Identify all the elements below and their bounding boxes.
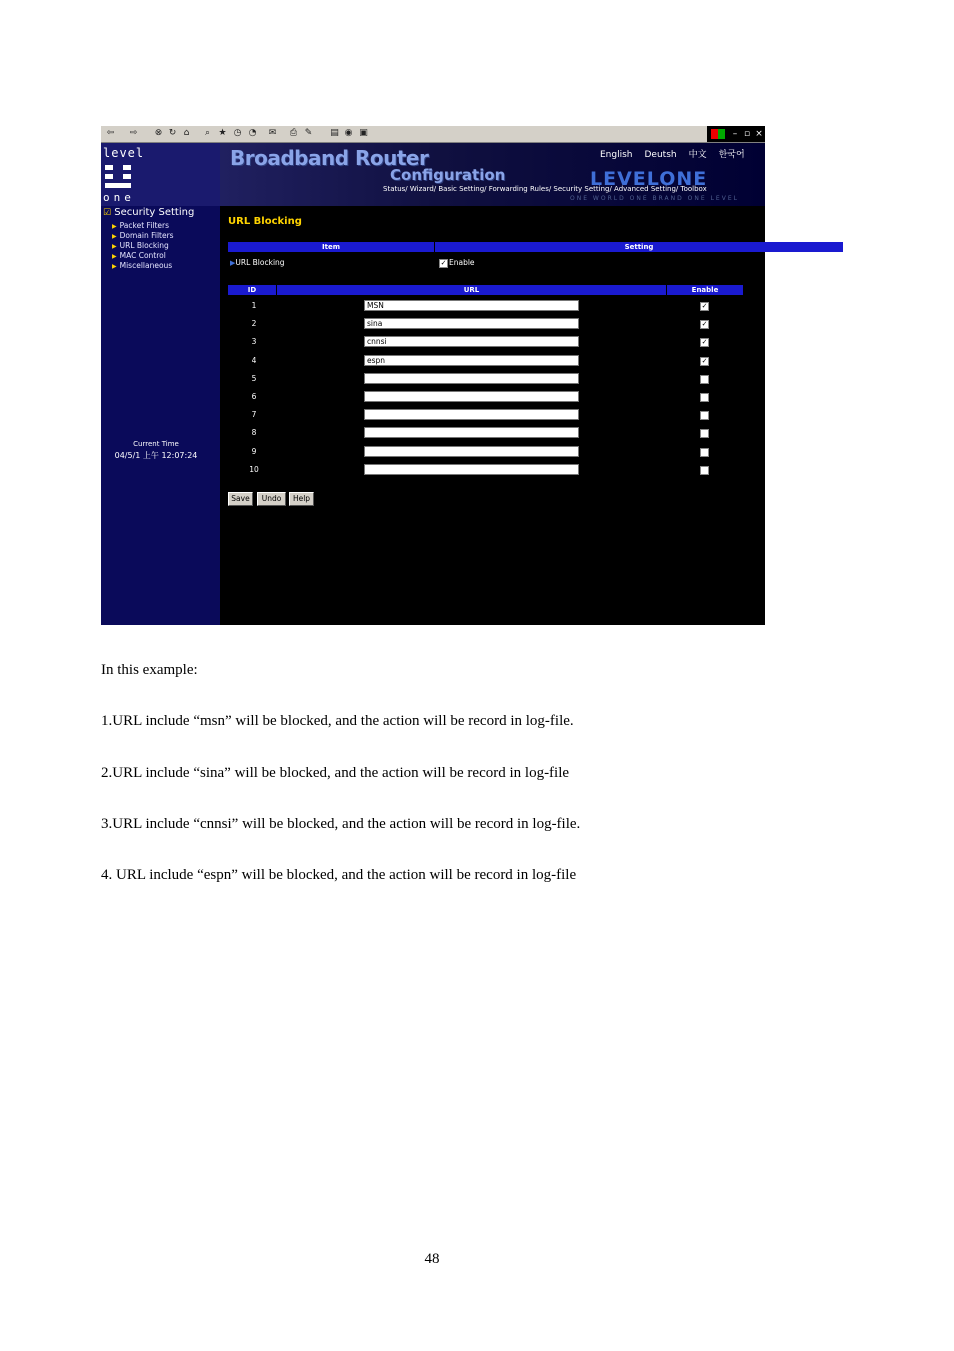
arrow-icon: ▶ — [230, 259, 236, 267]
url-enable-checkbox[interactable]: ✓ — [701, 302, 708, 310]
point-2: 2.URL include “sina” will be blocked, and the action will be record in log-file — [101, 765, 570, 781]
sidebar-section-label: Security Setting — [114, 207, 195, 218]
arrow-icon: ▶ — [112, 263, 117, 270]
logo-bottom-text: one — [103, 191, 135, 204]
current-time-value: 04/5/1 上午 12:07:24 — [114, 451, 198, 460]
point-3: 3.URL include “cnnsi” will be blocked, and the action will be record in log-file. — [101, 816, 581, 832]
levelone-logo — [101, 143, 220, 206]
mail-icon[interactable]: ✉ — [268, 128, 277, 138]
page-number: 48 — [424, 1251, 440, 1267]
sidebar-item-label: Domain Filters — [119, 231, 174, 240]
sidebar-item-label: Miscellaneous — [119, 261, 173, 270]
print-icon[interactable]: ⎙ — [289, 128, 298, 138]
sidebar-item-label: Packet Filters — [119, 221, 170, 230]
intro-text: In this example: — [101, 662, 198, 678]
arrow-icon: ▶ — [112, 243, 117, 250]
history2-icon[interactable]: ◔ — [248, 128, 257, 138]
url-enable-checkbox[interactable] — [700, 448, 709, 457]
refresh-icon[interactable]: ↻ — [168, 128, 177, 138]
url-input[interactable] — [364, 446, 579, 457]
logout-link[interactable] — [818, 183, 864, 194]
banner-title: Broadband Router — [230, 146, 429, 170]
brand-logo: LEVELONE — [590, 168, 708, 190]
col-setting-header: Setting — [435, 242, 843, 252]
windows-flag-icon — [711, 129, 725, 139]
media-icon[interactable]: ▣ — [359, 128, 368, 138]
url-enable-checkbox[interactable]: ✓ — [701, 338, 708, 347]
undo-button[interactable]: Undo — [257, 492, 286, 506]
enable-label: Enable — [449, 258, 475, 267]
url-input[interactable] — [364, 464, 579, 475]
check-icon: ☑ — [103, 208, 112, 218]
save-button[interactable]: Save — [228, 492, 253, 506]
url-row-id: 1 — [251, 301, 257, 310]
main-content — [220, 206, 765, 625]
url-input[interactable] — [364, 391, 579, 402]
minimize-icon[interactable]: – — [732, 129, 738, 139]
url-enable-checkbox[interactable] — [700, 393, 709, 402]
help-button[interactable]: Help — [289, 492, 314, 506]
url-input[interactable]: sina — [364, 318, 579, 329]
sidebar-item-label: MAC Control — [119, 251, 166, 260]
col-enable-header: Enable — [667, 285, 743, 295]
url-enable-checkbox[interactable]: ✓ — [701, 356, 708, 365]
router-screenshot — [101, 126, 865, 625]
favorites-icon[interactable]: ★ — [218, 128, 227, 138]
sidebar — [101, 206, 220, 625]
url-row-id: 8 — [251, 428, 257, 438]
arrow-icon: ▶ — [112, 233, 117, 240]
url-row-id: 9 — [251, 446, 257, 456]
col-url-header: URL — [277, 285, 666, 295]
browser-toolbar — [101, 126, 765, 143]
close-icon[interactable]: × — [755, 129, 763, 139]
sidebar-item-packet-filters[interactable] — [112, 221, 169, 230]
home-icon[interactable]: ⌂ — [183, 128, 190, 138]
url-input[interactable]: espn — [364, 355, 579, 366]
lang-deutsch[interactable]: Deutsh — [644, 150, 677, 160]
lang-chinese[interactable]: 中文 — [688, 150, 707, 160]
history-icon[interactable]: ◷ — [233, 128, 242, 138]
url-input[interactable] — [364, 373, 579, 384]
url-input[interactable]: MSN — [364, 300, 579, 311]
url-row-id: 6 — [251, 392, 257, 401]
url-row-id: 10 — [249, 464, 259, 474]
arrow-icon: ▶ — [112, 223, 117, 230]
messenger-icon[interactable]: ◉ — [344, 128, 353, 138]
lang-korean[interactable]: 한국어 — [718, 150, 745, 160]
url-blocking-enable-checkbox[interactable]: ✓ — [440, 259, 447, 267]
sidebar-item-domain-filters[interactable] — [112, 231, 174, 240]
sidebar-item-mac-control[interactable] — [112, 251, 166, 260]
url-enable-checkbox[interactable] — [700, 429, 709, 438]
row-label-text: URL Blocking — [235, 258, 285, 267]
col-id-header: ID — [228, 285, 276, 295]
forward-icon[interactable]: ⇨ — [129, 128, 138, 138]
point-1: 1.URL include “msn” will be blocked, and the action will be record in log-file. — [101, 713, 574, 729]
url-enable-checkbox[interactable] — [700, 375, 709, 384]
url-row-id: 2 — [251, 319, 257, 329]
sidebar-item-label: URL Blocking — [119, 241, 169, 250]
brand-tagline: ONE WORLD ONE BRAND ONE LEVEL — [570, 195, 739, 202]
language-selector — [600, 147, 757, 160]
sidebar-section-security[interactable] — [103, 207, 194, 218]
page-title: URL Blocking — [228, 216, 302, 227]
logo-top-text: level — [103, 146, 145, 160]
search-icon[interactable]: ⌕ — [204, 128, 211, 138]
point-4: 4. URL include “espn” will be blocked, and the action will be record in log-file — [101, 867, 577, 883]
header-banner — [220, 143, 865, 206]
url-row-id: 7 — [251, 410, 257, 420]
current-time-label: Current Time — [133, 440, 179, 448]
url-input[interactable] — [364, 409, 579, 420]
sidebar-item-url-blocking[interactable] — [112, 241, 169, 250]
bullet-icon: ● — [818, 183, 830, 194]
url-enable-checkbox[interactable]: ✓ — [701, 320, 708, 329]
restore-icon[interactable]: ▫ — [743, 129, 751, 139]
back-icon[interactable]: ⇦ — [106, 128, 115, 138]
url-enable-checkbox[interactable] — [700, 411, 709, 420]
arrow-icon: ▶ — [112, 253, 117, 260]
url-blocking-row-label — [230, 258, 285, 267]
logout-label: Logout — [829, 183, 865, 194]
banner-subtitle: Configuration — [390, 166, 506, 184]
url-row-id: 5 — [251, 373, 257, 383]
top-navigation[interactable]: Status/ Wizard/ Basic Setting/ Forwarding Rules/ Security Setting/ Advanced Setting/ Toolbox — [383, 185, 707, 193]
sidebar-item-miscellaneous[interactable] — [112, 261, 172, 270]
window-controls — [707, 126, 765, 142]
edit-icon[interactable]: ✎ — [304, 128, 313, 138]
url-row-id: 3 — [251, 337, 257, 347]
col-item-header: Item — [228, 242, 434, 252]
lang-english[interactable]: English — [600, 150, 633, 160]
url-enable-checkbox[interactable] — [700, 466, 709, 475]
url-row-id: 4 — [251, 355, 257, 365]
url-input[interactable] — [364, 427, 579, 438]
url-input[interactable]: cnnsi — [364, 336, 579, 347]
stop-icon[interactable]: ⊗ — [154, 128, 163, 138]
discuss-icon[interactable]: ▤ — [330, 128, 339, 138]
